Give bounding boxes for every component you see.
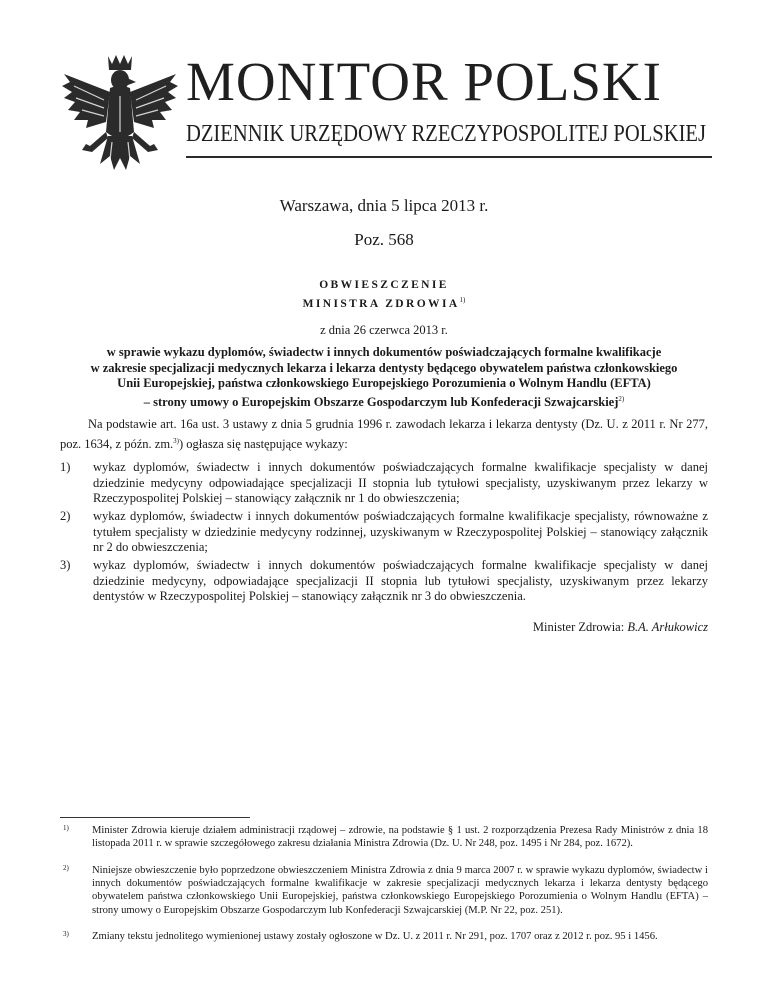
subject-line: w sprawie wykazu dyplomów, świadectw i innych dokumentów poświadczających formalne kwalifikacje: [106, 345, 662, 359]
intro-paragraph: [60, 416, 708, 453]
list-item-text: wykaz dyplomów, świadectw i innych dokumentów poświadczających formalne kwalifikacje specjalisty, równoważne z tytułem specjalisty w dziedzinie medycyny rodzinnej, uzyskiwanym w Rzeczypospolitej Polskiej – stanowiący załącznik nr 2 do obwieszczenia;: [93, 509, 708, 554]
subject-line-last: [60, 392, 708, 411]
list-item-number: 1): [60, 460, 71, 474]
signature: [533, 620, 708, 635]
footnote-number: 2): [63, 864, 69, 872]
list-item-text: wykaz dyplomów, świadectw i innych dokumentów poświadczających formalne kwalifikacje specjalisty w danej dziedzinie medycyny, odpowiadające specjalizacji II stopnia lub tytułowi specjalisty, uzyskiwanym przez lekarzy dentystów w Rzeczypospolitej Polskiej – stanowiący załącznik nr 3 do obwieszczenia.: [93, 558, 708, 603]
subject-line: – strony umowy o Europejskim Obszarze Gospodarczym lub Konfederacji Szwajcarskiej: [143, 394, 619, 409]
masthead-divider: [186, 156, 712, 158]
footnote-number: 1): [63, 824, 69, 832]
list-item-number: 3): [60, 558, 71, 572]
footnote-ref: 2): [618, 394, 625, 403]
issuer-name: MINISTRA ZDROWIA: [302, 297, 460, 310]
signature-name: B.A. Arłukowicz: [627, 620, 708, 634]
footnote-text: Niniejsze obwieszczenie było poprzedzone obwieszczeniem Ministra Zdrowia z dnia 9 marca 2007 r. w sprawie wykazu dyplomów, świadectw i innych dokumentów poświadczających formalne kwalifikacje w zakresie specjalizacji medycznych lekarza i lekarza dentysty będącego obywatelem państwa członkowskiego Unii Europejskiej, państwa członkowskiego Europejskiego Porozumienia o Wolnym Handlu (EFTA) – strony umowy o Europejskim Obszarze Gospodarczym lub Konfederacji Szwajcarskiej (M.P. Nr 22, poz. 251).: [92, 865, 708, 916]
polish-eagle-icon: [60, 52, 180, 182]
document-type: OBWIESZCZENIE: [319, 279, 449, 291]
publication-date: Warszawa, dnia 5 lipca 2013 r.: [279, 196, 489, 215]
list-item-number: 2): [60, 509, 71, 523]
list-item-text: wykaz dyplomów, świadectw i innych dokumentów poświadczających formalne kwalifikacje specjalisty w danej dziedzinie medycyny odpowiadające specjalizacji II stopnia lub tytułowi specjalisty, uzyskiwanym przez lekarzy w Rzeczypospolitej Polskiej – stanowiący załącznik nr 1 do obwieszczenia;: [93, 460, 708, 505]
footnote-number: 3): [63, 930, 69, 938]
footnote-ref: 1): [459, 296, 466, 304]
footnote-divider: [60, 817, 250, 818]
masthead-subtitle: DZIENNIK URZĘDOWY RZECZYPOSPOLITEJ POLSKIEJ: [186, 120, 706, 147]
subject-line: w zakresie specjalizacji medycznych lekarza i lekarza dentysty będącego obywatelem państwa członkowskiego: [90, 360, 678, 375]
footnote-text: Minister Zdrowia kieruje działem administracji rządowej – zdrowie, na podstawie § 1 ust. 2 rozporządzenia Prezesa Rady Ministrów z dnia 18 listopada 2011 r. w sprawie szczegółowego zakresu działania Ministra Zdrowia (Dz. U. Nr 248, poz. 1495 i Nr 284, poz. 1672).: [92, 825, 708, 850]
subject-line: Unii Europejskiej, państwa członkowskiego Europejskiego Porozumienia o Wolnym Handlu (EFTA): [117, 376, 651, 391]
document-issuer: [60, 296, 708, 310]
signature-role: Minister Zdrowia:: [532, 620, 628, 634]
footnote-text: Zmiany tekstu jednolitego wymienionej ustawy zostały ogłoszone w Dz. U. z 2011 r. Nr 291, poz. 1707 oraz z 2012 r. poz. 95 i 1456.: [92, 931, 658, 942]
intro-text-end: ) ogłasza się następujące wykazy:: [179, 437, 348, 452]
footnote-ref: 3): [173, 437, 180, 445]
document-date: z dnia 26 czerwca 2013 r.: [320, 323, 448, 337]
document-subject: [60, 345, 708, 411]
masthead-title: MONITOR POLSKI: [186, 51, 662, 112]
position-number: Poz. 568: [354, 230, 414, 249]
intro-text: Na podstawie art. 16a ust. 3 ustawy z dnia 5 grudnia 1996 r. zawodach lekarza i lekarza dentysty (Dz. U. z 2011 r. Nr 277, poz. 1634, z późn. zm.: [60, 417, 708, 452]
